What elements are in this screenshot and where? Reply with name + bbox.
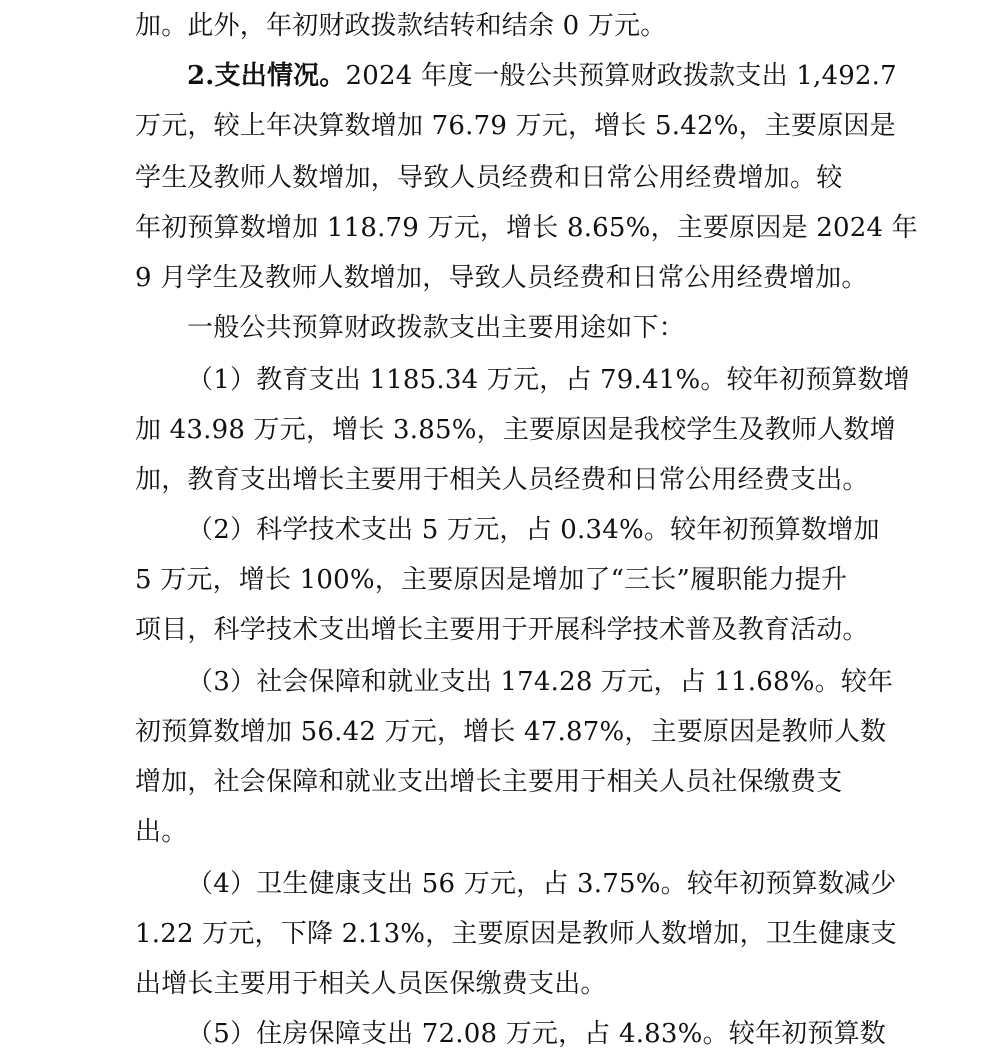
text-line: 年初预算数增加 118.79 万元，增长 8.65%，主要原因是 2024 年 [135,213,918,243]
text-line: 1.22 万元，下降 2.13%，主要原因是教师人数增加，卫生健康支 [135,919,897,949]
text-line: （2）科学技术支出 5 万元，占 0.34%。较年初预算数增加 [187,515,880,545]
text-line: （4）卫生健康支出 56 万元，占 3.75%。较年初预算数减少 [187,869,897,899]
text-line: 加 43.98 万元，增长 3.85%，主要原因是我校学生及教师人数增 [135,415,896,445]
text-line: 万元，较上年决算数增加 76.79 万元，增长 5.42%，主要原因是 [135,111,896,141]
text-line: 增加，社会保障和就业支出增长主要用于相关人员社保缴费支 [135,767,843,797]
text-line: （1）教育支出 1185.34 万元，占 79.41%。较年初预算数增 [187,365,910,395]
section-heading: 2.支出情况。 [187,61,346,91]
text-line: （5）住房保障支出 72.08 万元，占 4.83%。较年初预算数 [187,1019,886,1049]
text-line: 加。此外，年初财政拨款结转和结余 0 万元。 [135,11,667,41]
text-line: 5 万元，增长 100%，主要原因是增加了“三长”履职能力提升 [135,565,848,595]
paragraph-first-line [187,50,897,102]
text-line: 9 月学生及教师人数增加，导致人员经费和日常公用经费增加。 [135,263,868,293]
text-line: 一般公共预算财政拨款支出主要用途如下： [187,313,685,343]
text-line: 初预算数增加 56.42 万元，增长 47.87%，主要原因是教师人数 [135,717,887,747]
text-span: 2024 年度一般公共预算财政拨款支出 1,492.7 [345,61,897,91]
text-line: 出增长主要用于相关人员医保缴费支出。 [135,969,607,999]
text-line: 项目，科学技术支出增长主要用于开展科学技术普及教育活动。 [135,615,869,645]
text-line: （3）社会保障和就业支出 174.28 万元，占 11.68%。较年 [187,667,894,697]
text-line: 加，教育支出增长主要用于相关人员经费和日常公用经费支出。 [135,465,869,495]
text-line: 出。 [135,817,188,847]
text-line: 学生及教师人数增加，导致人员经费和日常公用经费增加。较 [135,163,843,193]
